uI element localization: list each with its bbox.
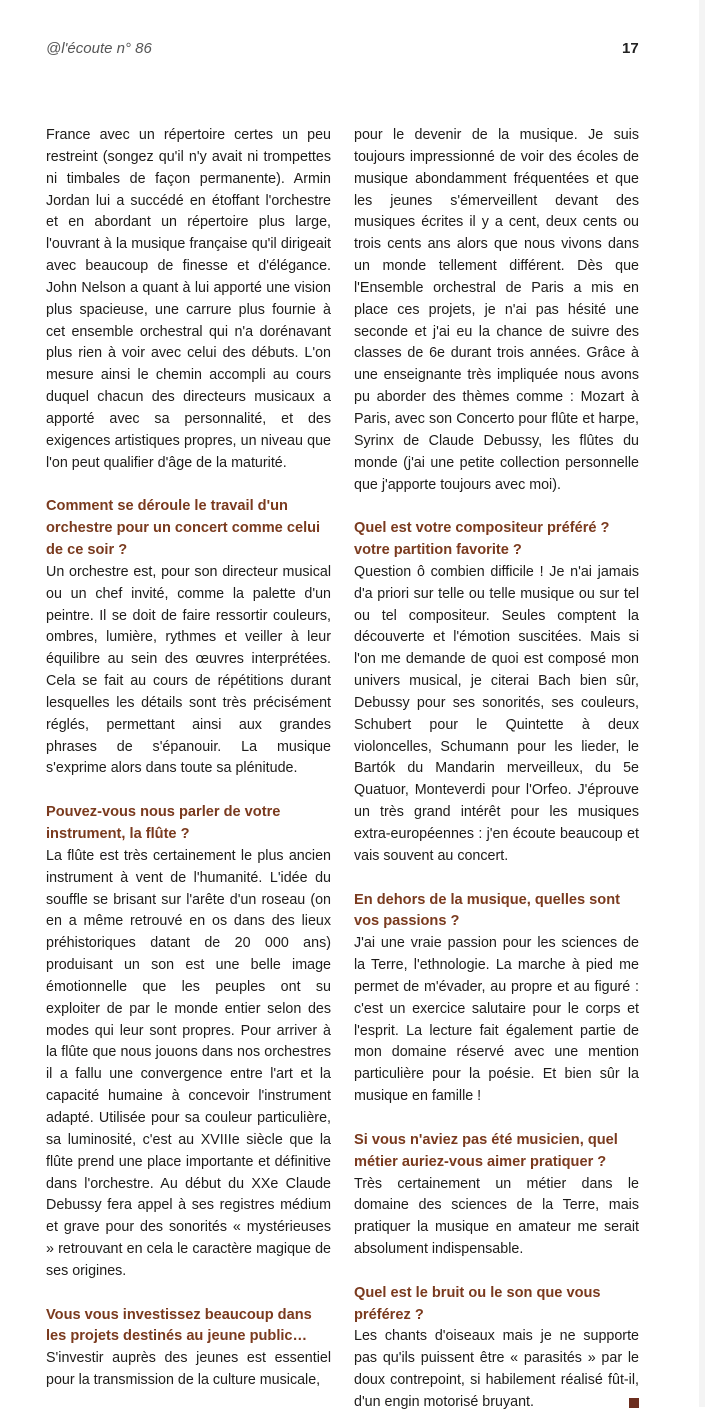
paragraph: La flûte est très certainement le plus ancien instrument à vent de l'humanité. L'idée du souffle se brisant sur l'arête d'un roseau (on en a même retrouvé en os dans des lieux préhistoriques datant de 20 000 ans) produisant un son est une belle image émotionnelle que les peuples ont su exploiter de par le monde entier selon des modes qui leur sont propres. Pour arriver à la flûte que nous jouons dans nos orchestres il a fallu une convergence entre l'art et la capacité humaine à concevoir l'instrument adapté. Utilisée pour sa couleur particulière, sa luminosité, c'est au XVIIIe siècle que la flûte prend une place importante et définitive dans l'orchestre. Au début du XXe Claude Debussy fera appel à ses registres médium et grave pour des sonorités « mystérieuses » retrouvant en cela le caractère magique de ses origines. xyxy=(46,847,331,1279)
paragraph: S'investir auprès des jeunes est essentiel pour la transmission de la culture musicale, xyxy=(46,1350,331,1389)
paragraph: Très certainement un métier dans le domaine des sciences de la Terre, mais pratiquer la musique en amateur me serait absolument indispensable. xyxy=(354,1175,639,1258)
paragraph: pour le devenir de la musique. Je suis toujours impressionné de voir des écoles de musique abondamment fréquentées et que les jeunes s'émerveillent devant des musiques écrites il y a cent, deux cents ou trois cents ans alors que nous vivons dans un monde tellement différent. Dès que l'Ensemble orchestral de Paris a mis en place ces projets, je n'ai pas hésité une seconde et j'ai eu la chance de suivre des classes de 6e durant trois années. Grâce à une enseignante très impliquée nous avons pu aborder des thèmes comme : Mozart à Paris, avec son Concerto pour flûte et harpe, Syrinx de Claude Debussy, les flûtes du monde (j'ai une petite collection personnelle que j'apporte toujours avec moi). xyxy=(354,127,639,493)
paragraph: France avec un répertoire certes un peu restreint (songez qu'il n'y avait ni trompettes ni timbales de façon permanente). Armin Jordan lui a succédé en étoffant l'orchestre et en abordant un répertoire plus large, l'ouvrant à la musique française qu'il dirigeait avec beaucoup de finesse et d'élégance. John Nelson a quant à lui apporté une vision plus spacieuse, une carrure plus fournie à cet ensemble orchestral qui n'a dorénavant plus rien à voir avec celui des débuts. L'on mesure ainsi le chemin accompli au cours duquel chacun des directeurs musicaux a apporté avec sa personnalité, et des exigences artistiques propres, un niveau que l'on peut qualifier d'âge de la maturité. xyxy=(46,127,331,471)
question-heading: Si vous n'aviez pas été musicien, quel métier auriez-vous aimer pratiquer ? xyxy=(354,1131,618,1170)
paragraph xyxy=(354,1326,639,1413)
paragraph: Un orchestre est, pour son directeur musical ou un chef invité, comme la palette d'un peintre. Il se doit de faire ressortir couleurs, ombres, lumière, rythmes et veiller à leur équilibre au sein des œuvres interprétées. Cela se fait au cours de répétitions durant lesquelles les détails sont très précisément réglés, permettant ainsi aux grandes phrases de s'épanouir. La musique s'exprime alors dans toute sa plénitude. xyxy=(46,563,331,777)
magazine-issue: @l'écoute n° 86 xyxy=(46,40,152,57)
question-heading: En dehors de la musique, quelles sont vos passions ? xyxy=(354,891,620,930)
question-heading: Comment se déroule le travail d'un orchestre pour un concert comme celui de ce soir ? xyxy=(46,498,321,559)
question-heading: Quel est le bruit ou le son que vous préférez ? xyxy=(354,1284,601,1323)
left-column xyxy=(46,125,331,1392)
question-heading: Quel est votre compositeur préféré ? votre partition favorite ? xyxy=(354,520,610,559)
paragraph: J'ai une vraie passion pour les sciences de la Terre, l'ethnologie. La marche à pied me permet de m'évader, au propre et au figuré : c'est un exercice salutaire pour le corps et l'esprit. La lecture fait également partie de mon domaine réservé avec une mention particulière pour la poésie. Et bien sûr la musique en famille ! xyxy=(354,935,639,1105)
question-heading: Vous vous investissez beaucoup dans les projets destinés au jeune public… xyxy=(46,1306,312,1345)
page-edge xyxy=(699,0,705,1407)
last-paragraph-text: Les chants d'oiseaux mais je ne supporte pas qu'ils puissent être « parasités » par le doux contrepoint, si habilement réalisé fût-il, d'un engin motorisé bruyant. xyxy=(354,1328,639,1410)
question-heading: Pouvez-vous nous parler de votre instrument, la flûte ? xyxy=(46,804,281,842)
paragraph: Question ô combien difficile ! Je n'ai jamais d'a priori sur telle ou telle musique ou sur tel ou tel compositeur. Seules comptent la découverte et l'émotion suscitées. Mais si l'on me demande de quoi est composé mon univers musical, je citerai Bach bien sûr, Debussy pour ses sonorités, ses couleurs, Schubert pour le Quintette à deux violoncelles, Schumann pour les lieder, le Bartók du Mandarin merveilleux, du 5e Quatuor, Monteverdi pour l'Orfeo. J'éprouve un très grand intérêt pour les musiques extra-européennes : j'en écoute beaucoup et vais souvent au concert. xyxy=(354,563,639,864)
page-number: 17 xyxy=(622,40,639,57)
right-column xyxy=(354,125,639,1414)
end-square-icon xyxy=(629,1398,639,1408)
